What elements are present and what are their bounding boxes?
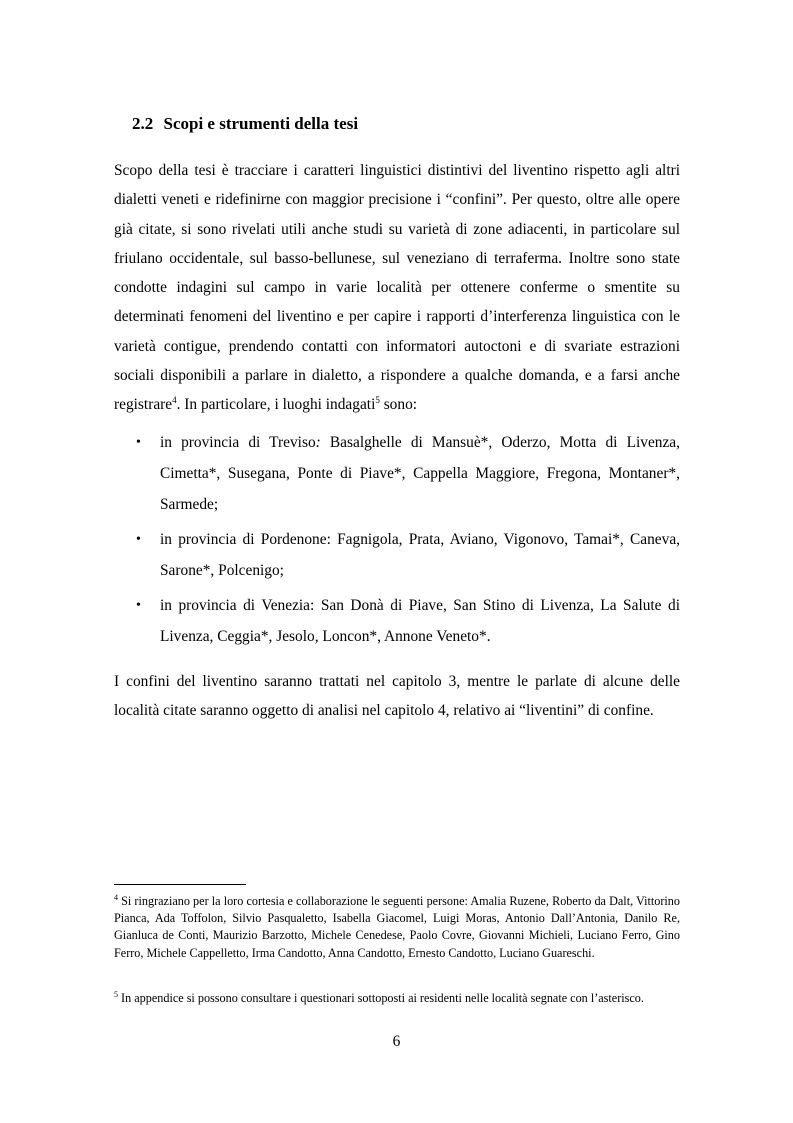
section-number: 2.2 — [132, 114, 154, 133]
footnote-text: In appendice si possono consultare i questionari sottoposti ai residenti nelle località segnate con l’asterisco. — [118, 991, 644, 1005]
bullet-marker: • — [136, 532, 141, 547]
section-heading — [132, 114, 358, 134]
separator: : — [310, 597, 321, 614]
locations-text: San Donà di Piave, San Stino di Livenza, La Salute di Livenza, Ceggia*, Jesolo, Loncon*, Annone Veneto*. — [160, 597, 680, 645]
intro-text-c: sono: — [379, 396, 418, 414]
bullet-marker: • — [136, 598, 141, 613]
list-item — [114, 427, 680, 520]
footnote-5 — [114, 990, 680, 1007]
province-label: in provincia di Venezia — [160, 597, 311, 614]
footnote-mark: 4 — [114, 893, 118, 902]
footnote-text: Si ringraziano per la loro cortesia e collaborazione le seguenti persone: Amalia Ruzene, Roberto da Dalt, Vittorino Pianca, Ada Toffolon, Silvio Pasqualetto, Isabella Giacomel, Luigi Moras, Antonio Dall’Antonia, Danilo Re, Gianluca de Conti, Maurizio Barzotto, Michele Cenedese, Paolo Covre, Giovanni Michieli, Luciano Ferro, Gino Ferro, Michele Cappelletto, Irma Candotto, Anna Candotto, Ernesto Candotto, Luciano Guareschi. — [114, 894, 680, 960]
page-number: 6 — [392, 1033, 401, 1050]
footnote-ref-4[interactable]: 4 — [172, 395, 177, 406]
footnote-mark: 5 — [114, 990, 118, 999]
province-label: in provincia di Treviso — [160, 434, 316, 451]
intro-text-a: Scopo della tesi è tracciare i caratteri linguistici distintivi del liventino rispetto agli altri dialetti veneti e ridefinirne con maggior precisione i “confini”. Per questo, oltre alle opere già citate, si sono rivelati utili anche studi su varietà di zone adiacenti, in particolare sul friulano occidentale, sul basso-bellunese, sul veneziano di terraferma. Inoltre sono state condotte indagini sul campo in varie località per ottenere conferme o smentite su determinati fenomeni del liventino e per capire i rapporti d’interferenza linguistica con le varietà contigue, prendendo contatti con informatori autoctoni e di svariate estrazioni sociali disponibili a parlare in dialetto, a rispondere a qualche domanda, e a farsi anche registrare — [114, 162, 680, 414]
locations-list — [114, 427, 680, 656]
list-item — [114, 590, 680, 652]
section-title: Scopi e strumenti della tesi — [163, 114, 359, 133]
footnote-divider — [114, 884, 246, 885]
intro-text-b: . In particolare, i luoghi indagati — [176, 396, 376, 414]
bullet-marker: • — [136, 435, 141, 450]
footnote-4 — [114, 893, 680, 962]
province-label: in provincia di Pordenone — [160, 531, 327, 548]
footnote-ref-5[interactable]: 5 — [375, 395, 380, 406]
intro-paragraph — [114, 156, 680, 420]
locations-text: Basalghelle di Mansuè*, Oderzo, Motta di Livenza, Cimetta*, Susegana, Ponte di Piave*, Cappella Maggiore, Fregona, Montaner*, Sarmede; — [160, 434, 680, 513]
separator: : — [326, 531, 338, 548]
list-item — [114, 524, 680, 586]
closing-paragraph: I confini del liventino saranno trattati nel capitolo 3, mentre le parlate di alcune delle località citate saranno oggetto di analisi nel capitolo 4, relativo ai “liventini” di confine. — [114, 673, 680, 720]
separator: : — [315, 434, 330, 451]
locations-text: Fagnigola, Prata, Aviano, Vigonovo, Tamai*, Caneva, Sarone*, Polcenigo; — [160, 531, 681, 579]
